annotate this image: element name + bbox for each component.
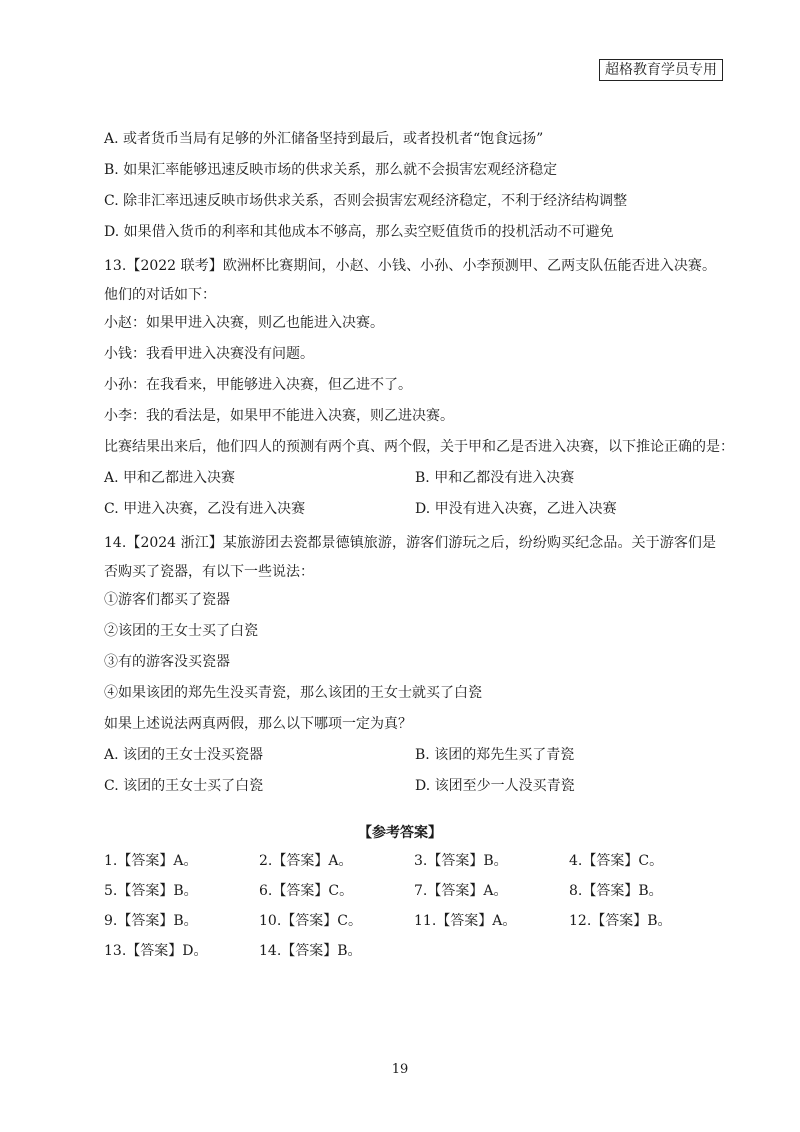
answer-item: 1.【答案】A。 [104,853,198,869]
answer-item: 3.【答案】B。 [414,853,508,869]
q13-question: 比赛结果出来后，他们四人的预测有两个真、两个假，关于甲和乙是否进入决赛，以下推论正确的是： [104,439,734,455]
q13-dialogue-zhao: 小赵：如果甲进入决赛，则乙也能进入决赛。 [104,315,384,331]
q14-option-c: C. 该团的王女士买了白瓷 [104,778,264,794]
answer-item: 8.【答案】B。 [569,883,663,899]
q13-option-a: A. 甲和乙都进入决赛 [104,470,236,486]
answer-item: 2.【答案】A。 [259,853,353,869]
q13-dialogue-sun: 小孙：在我看来，甲能够进入决赛，但乙进不了。 [104,377,412,393]
answer-row [104,850,724,880]
q13-option-c: C. 甲进入决赛，乙没有进入决赛 [104,501,306,517]
q14-statement-1: ①游客们都买了瓷器 [104,592,230,608]
q13-options-row-2 [104,498,716,529]
q12-option-d: D. 如果借入货币的利率和其他成本不够高，那么卖空贬值货币的投机活动不可避免 [104,224,614,240]
q14-statement-4: ④如果该团的郑先生没买青瓷，那么该团的王女士就买了白瓷 [104,685,482,701]
answer-item: 9.【答案】B。 [104,913,198,929]
answer-item: 12.【答案】B。 [569,913,672,929]
answers-title: 【参考答案】 [358,825,442,841]
q12-option-c: C. 除非汇率迅速反映市场供求关系，否则会损害宏观经济稳定，不利于经济结构调整 [104,193,628,209]
q14-statement-2: ②该团的王女士买了白瓷 [104,623,258,639]
answer-item: 4.【答案】C。 [569,853,664,869]
answer-row [104,910,724,940]
answer-item: 11.【答案】A。 [414,913,517,929]
q13-option-d: D. 甲没有进入决赛，乙进入决赛 [415,501,617,517]
q14-options-row-1 [104,744,716,775]
header-stamp: 超格教育学员专用 [599,59,723,81]
q12-option-b: B. 如果汇率能够迅速反映市场的供求关系，那么就不会损害宏观经济稳定 [104,162,558,178]
question-body [104,128,734,806]
q14-options-row-2 [104,775,716,806]
answer-item: 10.【答案】C。 [259,913,362,929]
answer-row [104,880,724,910]
answer-item: 7.【答案】A。 [414,883,508,899]
answer-item: 14.【答案】B。 [259,943,362,959]
q13-options-row-1 [104,467,716,498]
q13-option-b: B. 甲和乙都没有进入决赛 [415,470,575,486]
q14-option-d: D. 该团至少一人没买青瓷 [415,778,575,794]
q14-option-b: B. 该团的郑先生买了青瓷 [415,747,575,763]
q12-option-a: A. 或者货币当局有足够的外汇储备坚持到最后，或者投机者“饱食远扬” [104,131,544,147]
answer-item: 5.【答案】B。 [104,883,198,899]
q13-dialogue-li: 小李：我的看法是，如果甲不能进入决赛，则乙进决赛。 [104,408,454,424]
q14-stem: 14.【2024 浙江】某旅游团去瓷都景德镇旅游，游客们游玩之后，纷纷购买纪念品。关于游客们是否购买了瓷器，有以下一些说法： [104,535,716,580]
answer-row [104,940,724,970]
answer-item: 6.【答案】C。 [259,883,354,899]
q14-statement-3: ③有的游客没买瓷器 [104,654,230,670]
q13-dialogue-qian: 小钱：我看甲进入决赛没有问题。 [104,346,314,362]
answer-key [104,850,724,970]
q14-option-a: A. 该团的王女士没买瓷器 [104,747,264,763]
q13-stem: 13.【2022 联考】欧洲杯比赛期间，小赵、小钱、小孙、小李预测甲、乙两支队伍能否进入决赛。他们的对话如下： [104,258,716,303]
page-number: 19 [391,1062,409,1077]
answer-item: 13.【答案】D。 [104,943,208,959]
q14-question: 如果上述说法两真两假，那么以下哪项一定为真？ [104,716,412,732]
